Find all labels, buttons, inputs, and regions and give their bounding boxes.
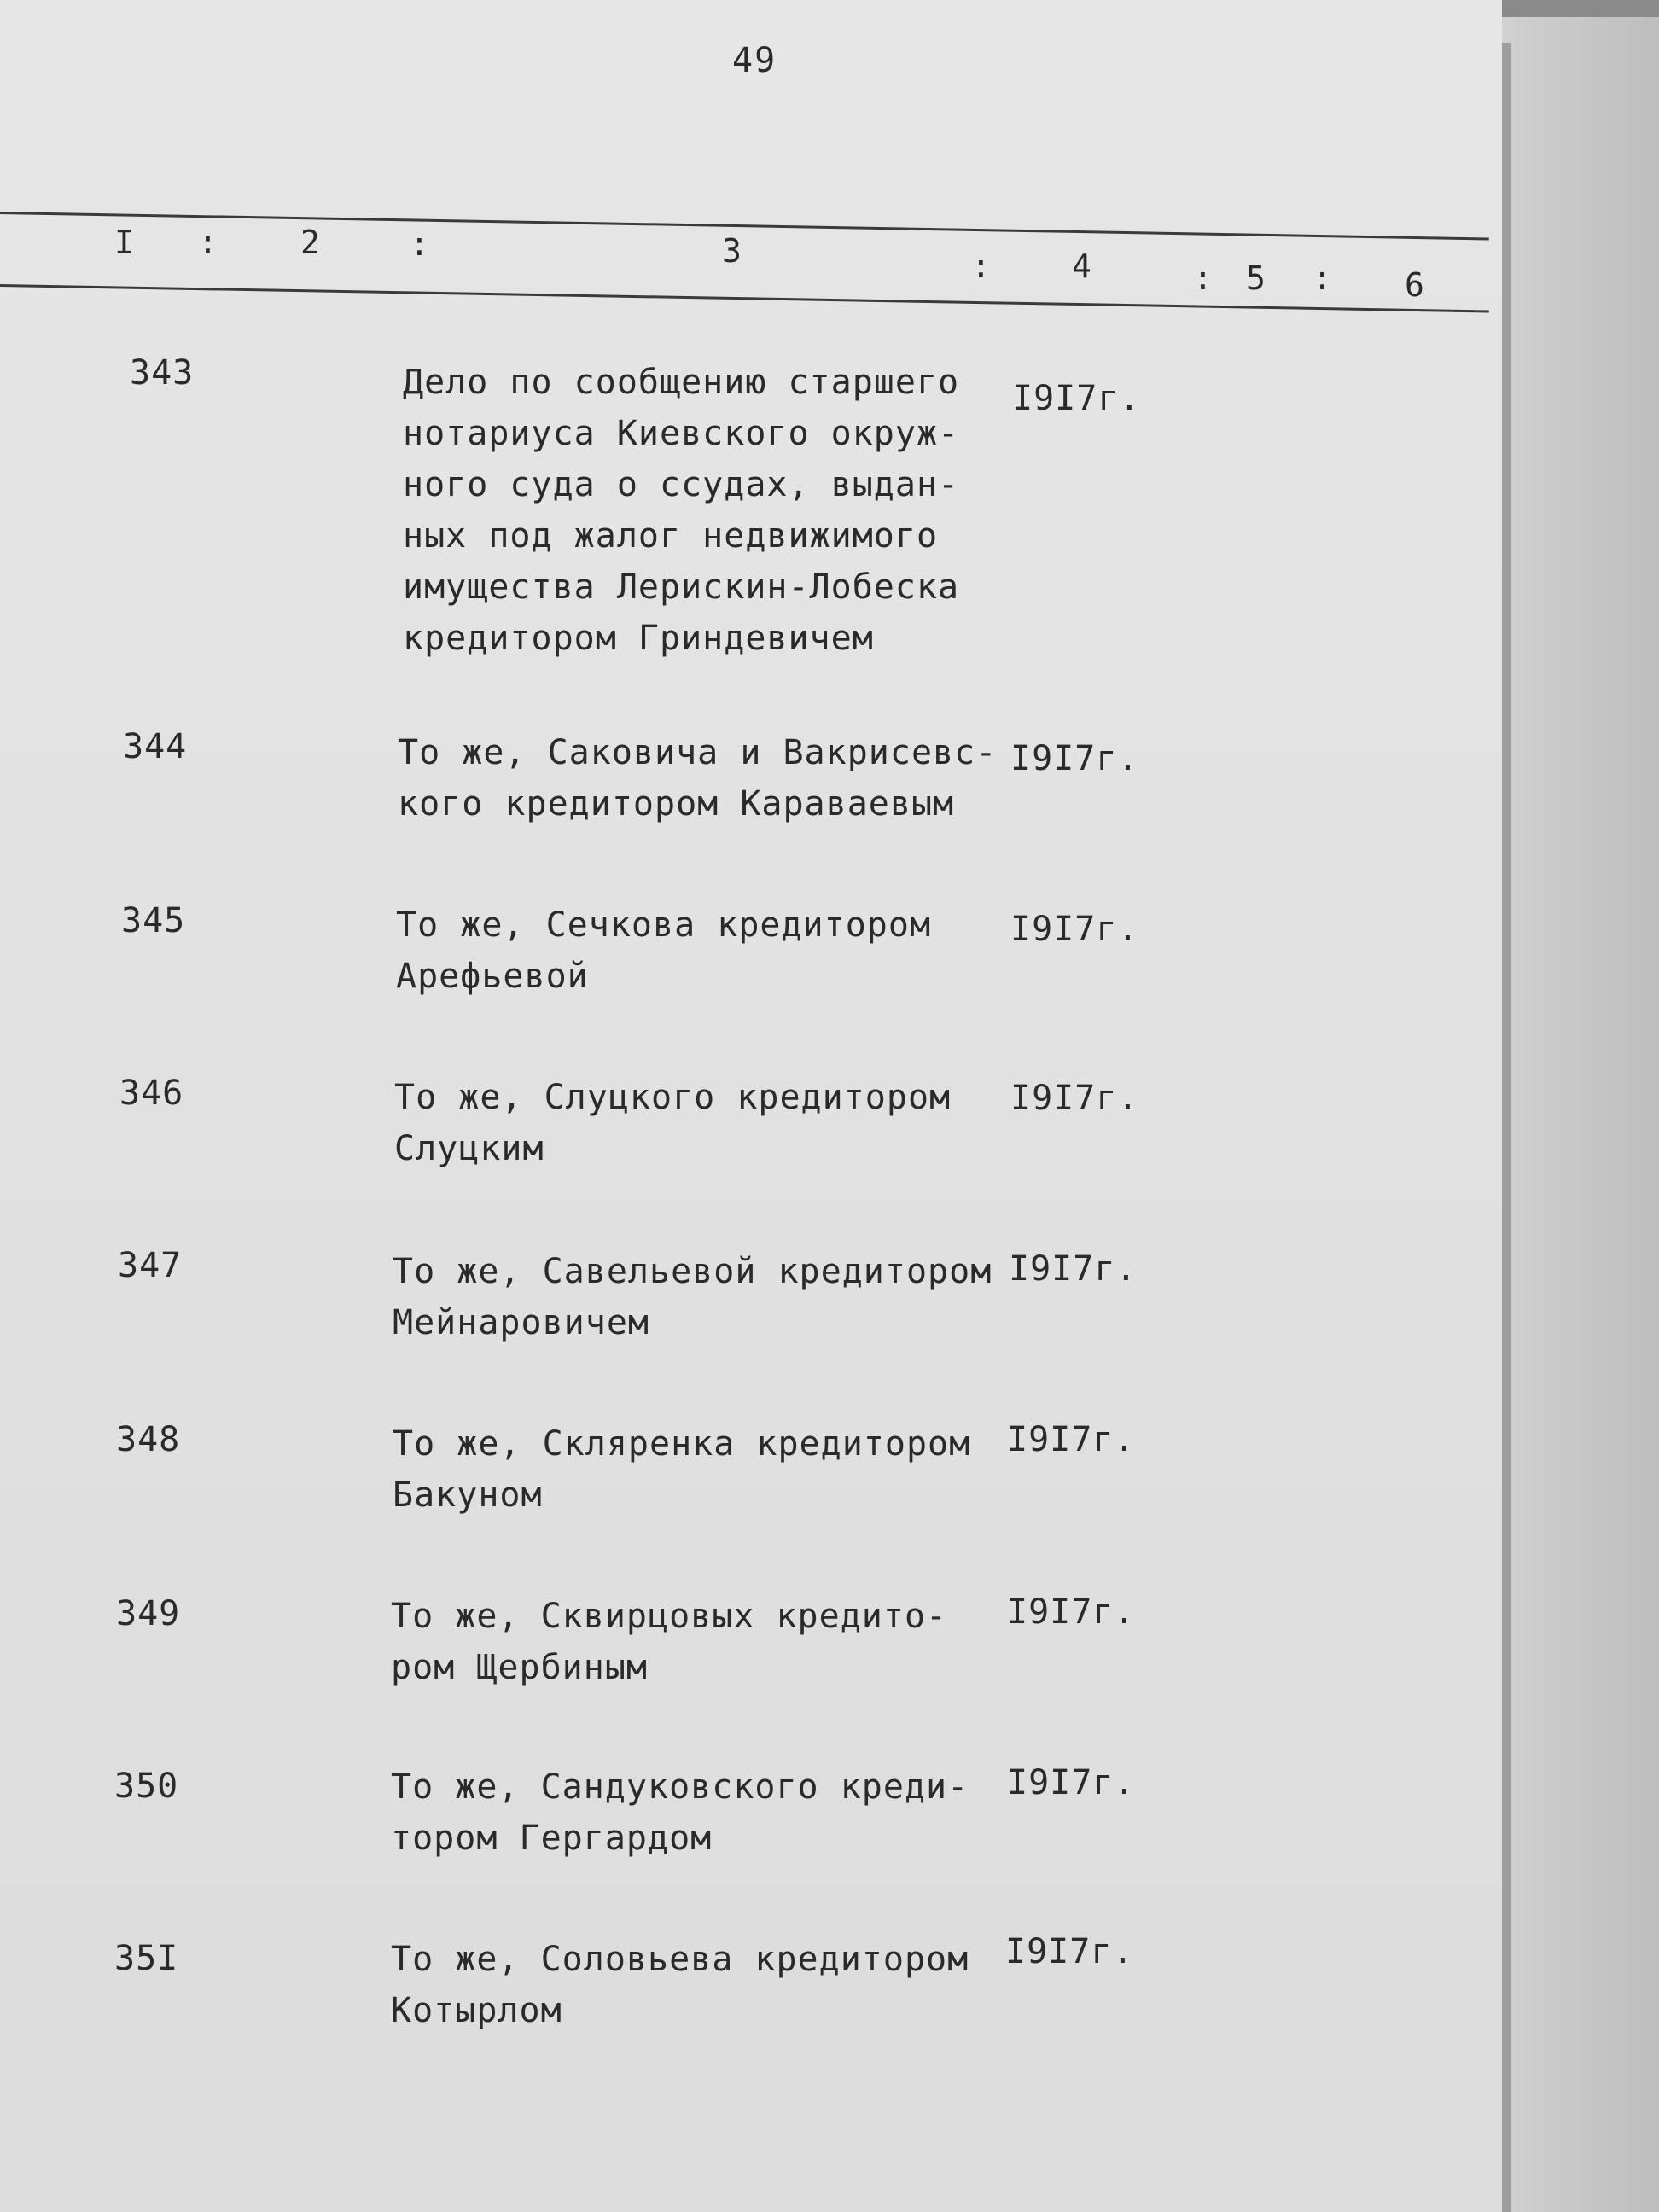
row-year: I9I7г.: [1010, 739, 1139, 778]
table-header-top-rule: [0, 212, 1489, 240]
row-title: То же, Соловьева кредитором Котырлом: [391, 1940, 969, 2030]
row-number: 343: [130, 353, 195, 393]
row-title: То же, Слуцкого кредитором Слуцким: [394, 1078, 952, 1168]
row-number: 348: [116, 1420, 181, 1459]
header-col-5: 5: [1246, 259, 1266, 297]
header-separator: :: [971, 247, 991, 285]
row-year: I9I7г.: [1007, 1592, 1136, 1632]
row-number: 346: [119, 1074, 184, 1113]
row-number: 344: [123, 727, 188, 766]
row-title: То же, Саковича и Вакрисевс- кого кредитором Караваевым: [398, 733, 998, 824]
header-col-2: 2: [300, 224, 320, 261]
row-year: I9I7г.: [1007, 1763, 1136, 1802]
header-col-3: 3: [722, 232, 742, 270]
row-number: 350: [114, 1767, 179, 1806]
header-separator: :: [410, 225, 429, 263]
page-number: 49: [732, 41, 777, 80]
row-year: I9I7г.: [1009, 1249, 1138, 1289]
row-number: 347: [118, 1246, 183, 1285]
row-title: То же, Сандуковского креди- тором Гергардом: [391, 1767, 969, 1858]
row-title: То же, Сечкова кредитором Арефьевой: [396, 905, 932, 996]
row-title: Дело по сообщению старшего нотариуса Киевского окруж- ного суда о ссудах, выдан- ных под жалог недвижимого имущества Леpискин-Лобеска кредитором Гриндевичем: [403, 363, 960, 658]
header-separator: :: [1193, 259, 1213, 297]
table-header-bottom-rule: [0, 284, 1489, 312]
row-year: I9I7г.: [1010, 910, 1139, 949]
row-number: 345: [121, 901, 186, 940]
row-year: I9I7г.: [1007, 1420, 1136, 1459]
row-year: I9I7г.: [1012, 379, 1141, 418]
header-col-6: 6: [1405, 266, 1424, 304]
row-number: 349: [116, 1594, 181, 1633]
row-title: То же, Сквирцовых кредито- ром Щербиным: [391, 1597, 948, 1687]
header-separator: :: [1313, 259, 1332, 297]
header-col-4: 4: [1072, 247, 1091, 285]
page-edge-shadow: [1502, 43, 1511, 2212]
row-title: То же, Скляренка кредитором Бакуном: [393, 1424, 971, 1515]
row-year: I9I7г.: [1005, 1932, 1134, 1971]
row-title: То же, Савельевой кредитором Мейнаровичем: [393, 1252, 992, 1342]
row-year: I9I7г.: [1010, 1079, 1139, 1118]
header-separator: :: [198, 224, 218, 261]
row-number: 35I: [114, 1939, 179, 1978]
header-col-1: I: [114, 224, 134, 261]
